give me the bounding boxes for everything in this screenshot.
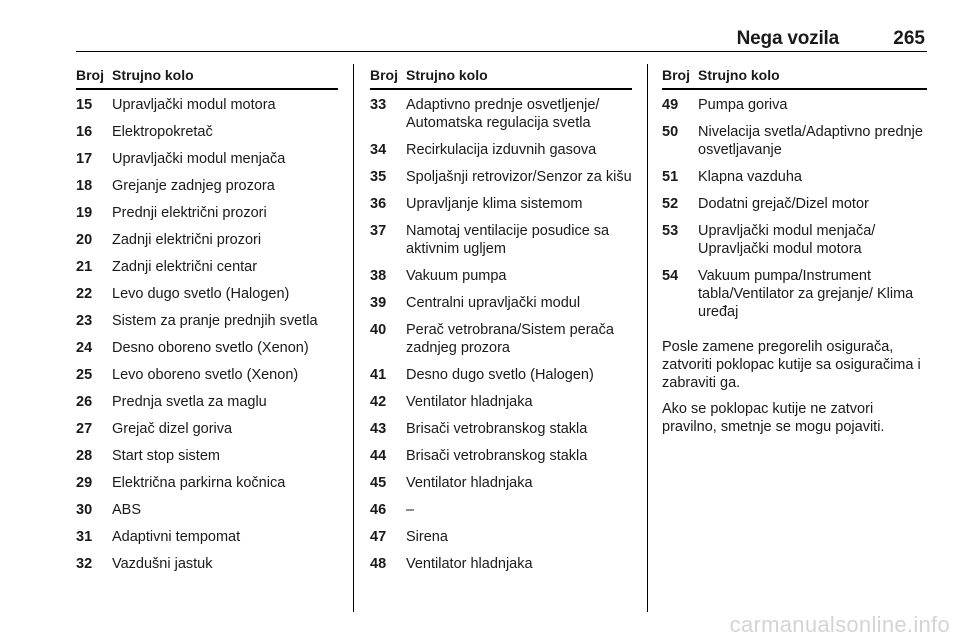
table-row [76, 387, 338, 414]
circuit-name: Levo dugo svetlo (Halogen) [112, 286, 290, 302]
fuse-number: 33 [370, 97, 387, 113]
table-row [76, 495, 338, 522]
watermark: carmanualsonline.info [729, 612, 950, 637]
circuit-name: Električna parkirna kočnica [112, 475, 286, 491]
circuit-name: Vazdušni jastuk [112, 556, 213, 572]
circuit-name: Desno oboreno svetlo (Xenon) [112, 340, 309, 356]
table-row [662, 216, 927, 261]
fuse-number: 46 [370, 502, 387, 518]
table-row [76, 279, 338, 306]
circuit-name: Brisači vetrobranskog stakla [406, 421, 588, 437]
table-row [370, 360, 632, 387]
table-row [76, 306, 338, 333]
page-number: 265 [893, 28, 925, 49]
fuse-number: 31 [76, 529, 93, 545]
fuse-number: 24 [76, 340, 93, 356]
column-header-num: Broj [76, 67, 104, 83]
table-row [76, 549, 338, 576]
fuse-number: 23 [76, 313, 93, 329]
note-paragraph: Ako se poklopac kutije ne zatvori pravilno, smetnje se mogu pojaviti. [662, 401, 885, 435]
fuse-number: 21 [76, 259, 93, 275]
circuit-name: Recirkulacija izduvnih gasova [406, 142, 597, 158]
table-row [76, 225, 338, 252]
fuse-number: 39 [370, 295, 387, 311]
fuse-number: 18 [76, 178, 93, 194]
fuse-table-column-1 [76, 64, 338, 576]
circuit-name: Upravljački modul motora [112, 97, 276, 113]
fuse-number: 29 [76, 475, 93, 491]
table-row [370, 441, 632, 468]
circuit-name: Ventilator hladnjaka [406, 556, 533, 572]
circuit-name: Upravljanje klima sistemom [406, 196, 583, 212]
table-row [76, 171, 338, 198]
circuit-name: Sistem za pranje prednjih svetla [112, 313, 318, 329]
column-header-num: Broj [370, 67, 398, 83]
circuit-name: Spoljašnji retrovizor/Senzor za kišu [406, 169, 632, 185]
circuit-name: Elektropokretač [112, 124, 213, 140]
table-row [370, 549, 632, 576]
circuit-name: Ventilator hladnjaka [406, 475, 533, 491]
fuse-number: 53 [662, 223, 679, 239]
circuit-name: Grejač dizel goriva [112, 421, 233, 437]
circuit-name: Namotaj ventilacije posudice sa aktivnim ugljem [406, 223, 610, 257]
column-header-name: Strujno kolo [112, 67, 194, 83]
page-header [76, 26, 927, 52]
column-header-num: Broj [662, 67, 690, 83]
circuit-name: Nivelacija svetla/Adaptivno prednje osvetljavanje [698, 124, 923, 158]
fuse-number: 49 [662, 97, 679, 113]
table-row [370, 315, 632, 360]
circuit-name: Upravljački modul menjača/ Upravljački modul motora [698, 223, 876, 257]
circuit-name: Vakuum pumpa [406, 268, 507, 284]
fuse-number: 30 [76, 502, 93, 518]
fuse-number: 41 [370, 367, 387, 383]
table-row [370, 216, 632, 261]
fuse-number: 27 [76, 421, 93, 437]
circuit-name: Upravljački modul menjača [112, 151, 286, 167]
fuse-number: 26 [76, 394, 93, 410]
circuit-name: Desno dugo svetlo (Halogen) [406, 367, 594, 383]
table-header [76, 64, 338, 90]
fuse-number: 38 [370, 268, 387, 284]
fuse-number: 40 [370, 322, 387, 338]
circuit-name: Zadnji električni prozori [112, 232, 262, 248]
fuse-number: 42 [370, 394, 387, 410]
circuit-name: Adaptivni tempomat [112, 529, 241, 545]
fuse-number: 36 [370, 196, 387, 212]
table-row [370, 522, 632, 549]
table-row [370, 468, 632, 495]
fuse-number: 35 [370, 169, 387, 185]
column-header-name: Strujno kolo [698, 67, 780, 83]
fuse-number: 15 [76, 97, 93, 113]
table-row [370, 90, 632, 135]
table-row [76, 468, 338, 495]
fuse-number: 16 [76, 124, 93, 140]
fuse-number: 20 [76, 232, 93, 248]
table-row [76, 252, 338, 279]
table-row [76, 90, 338, 117]
table-row [370, 414, 632, 441]
fuse-number: 48 [370, 556, 387, 572]
circuit-name: Dodatni grejač/Dizel motor [698, 196, 869, 212]
fuse-number: 54 [662, 268, 679, 284]
fuse-number: 32 [76, 556, 93, 572]
table-row [370, 261, 632, 288]
table-row [662, 162, 927, 189]
fuse-number: 47 [370, 529, 387, 545]
table-row [370, 495, 632, 522]
table-header [662, 64, 927, 90]
table-row [76, 333, 338, 360]
circuit-name: Perač vetrobrana/Sistem perača zadnjeg prozora [406, 322, 614, 356]
table-row [76, 117, 338, 144]
fuse-number: 50 [662, 124, 679, 140]
table-row [662, 117, 927, 162]
circuit-name: Vakuum pumpa/Instrument tabla/Ventilator za grejanje/ Klima uređaj [698, 268, 914, 320]
fuse-table-column-2 [370, 64, 632, 576]
circuit-name: Zadnji električni centar [112, 259, 258, 275]
circuit-name: ABS [112, 502, 142, 518]
circuit-name: Brisači vetrobranskog stakla [406, 448, 588, 464]
table-row [370, 189, 632, 216]
circuit-name: Pumpa goriva [698, 97, 788, 113]
fuse-table-column-3 [662, 64, 927, 436]
table-row [370, 288, 632, 315]
table-header [370, 64, 632, 90]
column-divider [647, 64, 648, 612]
table-row [662, 189, 927, 216]
circuit-name: Centralni upravljački modul [406, 295, 581, 311]
column-divider [353, 64, 354, 612]
fuse-number: 25 [76, 367, 93, 383]
fuse-number: 17 [76, 151, 93, 167]
circuit-name: Ventilator hladnjaka [406, 394, 533, 410]
column-header-name: Strujno kolo [406, 67, 488, 83]
table-row [370, 135, 632, 162]
fuse-number: 43 [370, 421, 387, 437]
fuse-number: 37 [370, 223, 387, 239]
circuit-name: Start stop sistem [112, 448, 220, 464]
circuit-name: Klapna vazduha [698, 169, 802, 185]
circuit-name: Adaptivno prednje osvetljenje/ Automatska regulacija svetla [406, 97, 600, 131]
page-title: Nega vozila [736, 28, 839, 49]
circuit-name: Sirena [406, 529, 448, 545]
fuse-number: 45 [370, 475, 387, 491]
fuse-number: 19 [76, 205, 93, 221]
circuit-name: Levo oboreno svetlo (Xenon) [112, 367, 299, 383]
table-row [76, 144, 338, 171]
circuit-name: – [406, 502, 415, 518]
table-row [662, 261, 927, 324]
note-paragraph: Posle zamene pregorelih osigurača, zatvoriti poklopac kutije sa osiguračima i zabraviti ga. [662, 339, 921, 391]
table-row [370, 162, 632, 189]
table-row [76, 360, 338, 387]
fuse-number: 51 [662, 169, 679, 185]
circuit-name: Prednja svetla za maglu [112, 394, 267, 410]
fuse-number: 22 [76, 286, 93, 302]
circuit-name: Grejanje zadnjeg prozora [112, 178, 275, 194]
fuse-number: 28 [76, 448, 93, 464]
fuse-number: 52 [662, 196, 679, 212]
fuse-number: 44 [370, 448, 387, 464]
table-row [76, 441, 338, 468]
circuit-name: Prednji električni prozori [112, 205, 267, 221]
table-row [76, 522, 338, 549]
table-row [662, 90, 927, 117]
table-row [76, 414, 338, 441]
fuse-number: 34 [370, 142, 387, 158]
table-row [76, 198, 338, 225]
table-row [370, 387, 632, 414]
